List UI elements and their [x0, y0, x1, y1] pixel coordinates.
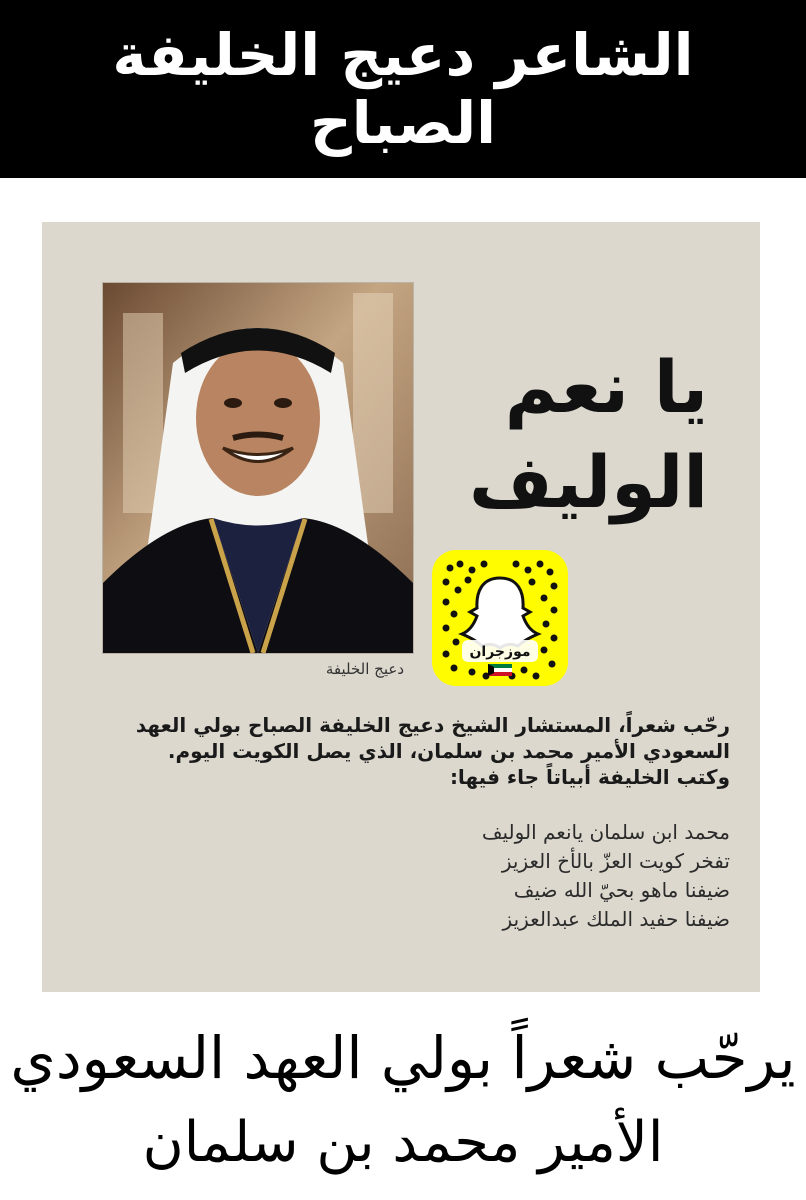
portrait-illustration [103, 283, 413, 653]
header-banner [0, 0, 806, 178]
poem-line: ضيفنا ماهو بحيّ الله ضيف [513, 878, 730, 902]
bottom-caption [0, 1016, 806, 1186]
bottom-caption-line1: يرحّب شعراً بولي العهد السعودي [10, 1024, 796, 1092]
photo-caption: دعيج الخليفة [325, 660, 404, 678]
bottom-caption-line2: الأمير محمد بن سلمان [142, 1110, 664, 1175]
intro-line: وكتب الخليفة أبياتاً جاء فيها: [449, 765, 730, 789]
headline-line: يا نعم [504, 345, 708, 429]
poem-verses [70, 818, 730, 934]
headline-line: الوليف [468, 440, 708, 524]
article-intro [70, 712, 730, 790]
poem-line: تفخر كويت العزّ بالأخ العزيز [501, 849, 730, 873]
kuwait-flag-icon [488, 664, 512, 676]
snapcode-label: موزجران [469, 644, 531, 660]
header-title-line2: الصباح [309, 89, 497, 157]
intro-line: السعودي الأمير محمد بن سلمان، الذي يصل الكويت اليوم. [167, 739, 730, 763]
snapcode-graphic [432, 550, 568, 686]
intro-line: رحّب شعراً، المستشار الشيخ دعيج الخليفة الصباح بولي العهد [135, 713, 730, 737]
portrait-photo [102, 282, 414, 654]
article-headline [468, 340, 708, 530]
snapcode [432, 550, 568, 686]
poem-line: محمد ابن سلمان يانعم الوليف [481, 820, 730, 844]
newspaper-clipping [42, 222, 760, 992]
header-title-line1: الشاعر دعيج الخليفة [112, 21, 694, 89]
poem-line: ضيفنا حفيد الملك عبدالعزيز [502, 907, 730, 931]
